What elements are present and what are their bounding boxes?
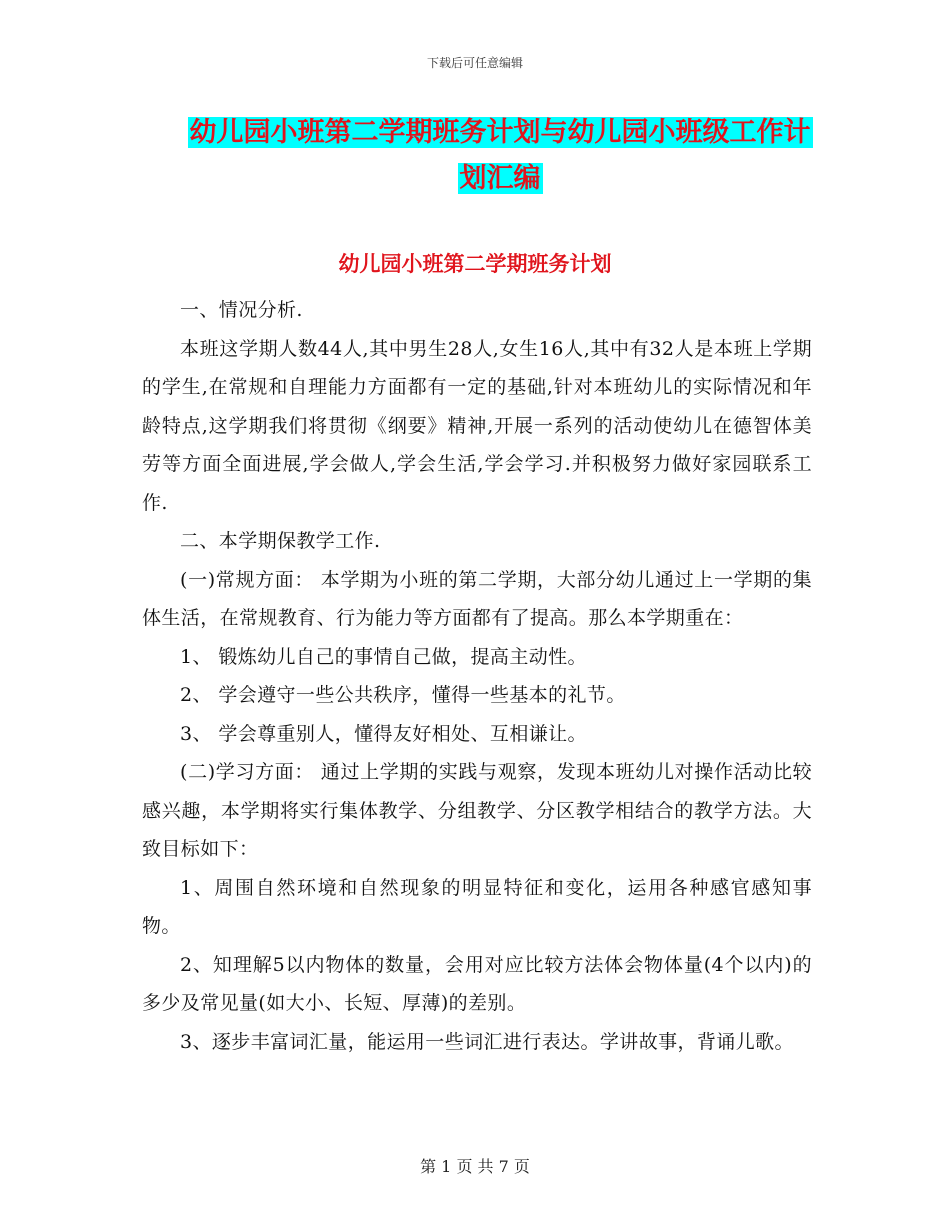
document-title-line-1: 幼儿园小班第二学期班务计划与幼儿园小班级工作计 xyxy=(189,117,811,148)
list-item: 1、周围自然环境和自然现象的明显特征和变化，运用各种感官感知事物。 xyxy=(142,876,812,937)
list-item: 2、知理解5以内物体的数量，会用对应比较方法体会物体量(4个以内)的多少及常见量(如大小、长短、厚薄)的差别。 xyxy=(142,953,812,1014)
list-item: 3、逐步丰富词汇量，能运用一些词汇进行表达。学讲故事，背诵儿歌。 xyxy=(180,1030,794,1053)
header-note: 下载后可任意编辑 xyxy=(426,56,523,70)
list-item: 2、 学会遵守一些公共秩序，懂得一些基本的礼节。 xyxy=(180,684,626,706)
paragraph-routine: (一)常规方面： 本学期为小班的第二学期，大部分幼儿通过上一学期的集体生活，在常规教育、行为能力等方面都有了提高。那么本学期重在： xyxy=(142,568,812,629)
paragraph-situation-analysis: 本班这学期人数44人,其中男生28人,女生16人,其中有32人是本班上学期的学生,在常规和自理能力方面都有一定的基础,针对本班幼儿的实际情况和年龄特点,这学期我们将贯彻《纲要》精神,开展一系列的活动使幼儿在德智体美劳等方面全面进展,学会做人,学会生活,学会学习.并积极努力做好家园联系工作. xyxy=(142,337,812,514)
document-body xyxy=(142,291,812,1061)
list-item: 3、 学会尊重别人，懂得友好相处、互相谦让。 xyxy=(180,722,587,745)
paragraph-learning: (二)学习方面： 通过上学期的实践与观察，发现本班幼儿对操作活动比较感兴趣，本学期将实行集体教学、分组教学、分区教学相结合的教学方法。大致目标如下： xyxy=(142,761,812,860)
list-item: 1、 锻炼幼儿自己的事情自己做，提高主动性。 xyxy=(180,645,587,668)
paragraph-situation-heading: 一、情况分析. xyxy=(180,299,303,321)
section-title: 幼儿园小班第二学期班务计划 xyxy=(338,252,612,276)
document-title-line-2: 划汇编 xyxy=(459,163,541,194)
document-title xyxy=(140,110,860,202)
paragraph-teaching-heading: 二、本学期保教学工作. xyxy=(180,530,381,552)
page-footer: 第 1 页 共 7 页 xyxy=(420,1157,530,1176)
